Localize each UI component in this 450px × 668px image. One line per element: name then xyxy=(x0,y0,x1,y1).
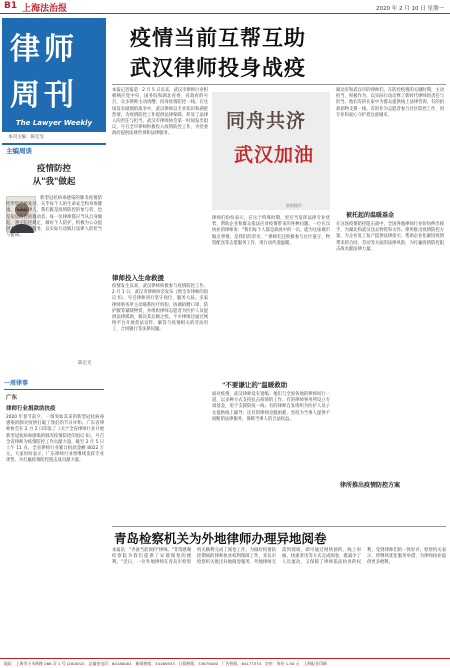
headline-divider xyxy=(112,84,446,85)
column-body: 新型冠状病毒感染的肺炎疫情防控形势严峻复杂，关乎每个人的生命安全和身体健康。作为法律人，我们既是疫情防控的参与者，也是依法防控的推动者。每一位律师都应当从自身做起，遵守防控规定，做好个人防护，积极为公众提供专业的法律服务，以实际行动践行法律人的担当与使命。 xyxy=(6,196,102,239)
section-brand xyxy=(2,18,106,132)
subhead-help: "不要谦让的"温暖救助 xyxy=(222,381,288,389)
photo-text-1: 同舟共济 xyxy=(226,110,307,132)
subhead-plan: 律所推出疫情防控方案 xyxy=(340,482,401,489)
article-lead: 本报记者报道 2 月 5 日以来，武汉市律师行业积极响应党中央、国务院和湖北省委、省政府的号召，众多律师主动请缨，投身疫情防控一线。在这场没有硝烟的战争中，武汉律师以专业知识和满腔热情，为疫情防控工作提供法律保障，彰显了法律人的责任与担当。武汉市律师协会第一时间发出倡议，号召全市律师积极投入疫情防控工作，为党委政府提供法律咨询和法律服务。 xyxy=(112,88,208,137)
brief-section-head: 一周律事 xyxy=(4,378,104,390)
article-photo xyxy=(212,92,330,210)
section-editor: 本刊主编：陈宏光 xyxy=(8,135,44,140)
article-right-column: 湖北省和武汉市的律师们，在防控疫情的关键时期，主动担当，积极作为，以实际行动诠释了新时代律师的责任与担当。他们有的在家中为群众提供线上法律咨询，有的捐款捐物支援一线，有的作为志愿者参与社区防控工作，用专业和爱心守护着这座城市。 xyxy=(336,88,444,118)
brief-body: 2020 年春节前夕，一场突如其来的新型冠状病毒感染的肺炎疫情打破了我们的节日祥和。广东省律师协会在 2 月 2 日印发了《关于全省律师行业开展新型冠状病毒感染的肺炎疫情防控的倡议书》，号召全省律师为疫情防控工作贡献力量。截至 2 月 5 日上午 11 点，全省律师行业累计捐款金额 8022 万元。大家纷纷表示，广东律师行业将继续发挥专业优势，为打赢疫情防控阻击战贡献力量。 xyxy=(6,415,104,464)
main-headline: 疫情当前互帮互助 xyxy=(130,26,306,50)
article-column-2: 疫情发生以来，武汉律师积极参与疫情防控工作。2 月 1 日，武汉市律师协会发布《致全市律师的倡议书》，号召律师同行坚守岗位、服务大局。多家律师事务所主动联系医疗机构，协调捐赠口罩、防护服等紧缺物资，并组织律师志愿者为医护人员提供法律援助，解决其后顾之忧。不少律师还通过网络平台开展普法宣传，解答与疫情相关的劳动用工、合同履行等法律问题。 xyxy=(112,284,208,333)
bottom-divider xyxy=(112,526,446,527)
photo-credit: 资料图片 xyxy=(286,203,302,208)
column-tag: 主编周谈 xyxy=(6,147,32,155)
newspaper-name: 上海法治报 xyxy=(22,4,68,14)
column-title: 疫情防控 xyxy=(36,164,71,174)
brand-line-1: 律师 xyxy=(10,32,78,67)
brief-region: 广东 xyxy=(6,395,18,401)
footer-info: 地址：上海市小木桥路 268 弄 1 号 (200032) 总编室电话：64180001 新闻热线：34160933 订阅热线：33675000 广告热线：64177374 定价：每份 1.50 元 上海报业印刷 xyxy=(0,658,450,668)
subhead-fund: 被托起的温暖基金 xyxy=(346,212,395,219)
brief-title: 律师行业捐款助抗疫 xyxy=(6,406,56,412)
bottom-body: 本报讯 "齐备当前预约"律师。"非常感谢检察院为我们提供了异地阅卷的便利。"近日，一位外地律师在青岛市检察机关顺利完成了阅卷工作。为做好疫情防控期间的律师执业权利保障工作，青岛市检察机关推出异地阅卷服务，外地律师无需到现场，即可通过网络预约、线上审核、快递寄送等方式完成阅卷，既减少了人员流动，又保障了律师依法执业的权利，受到律师们的一致好评。检察机关表示，将继续优化服务举措，为律师执业提供更多便利。 xyxy=(112,548,446,566)
article-column-4: 面对疫情，武汉律师没有退缩。他们与全国各地的律师同行一道，以多种方式支持抗击疫情的工作。有的律师事务所设立专项基金，用于支援防疫一线；有的律师自发组织为医护人员子女提供线上辅导；还有的律师克服困难，坚持为当事人提供不间断的法律服务，保障当事人的合法权益。 xyxy=(212,392,330,422)
article-column-3: 律师们纷纷表示，在这个特殊时期，更应当发挥法律专业优势，帮助企业和群众依法应对疫情带来的各种问题。一位在汉执业的律师说："我们每个人都是战疫中的一员，能为这座城市做点事情，是我们的荣幸。" 律师们还积极参与社区值守、物资配送等志愿服务工作，用行动传递温暖。 xyxy=(212,216,330,246)
subhead-rescue: 律师投入生命救援 xyxy=(112,274,164,282)
main-headline-2: 武汉律师投身战疫 xyxy=(130,56,306,80)
issue-date: 2020 年 2 月 10 日 星期一 xyxy=(376,6,444,12)
brand-line-2: 周刊 xyxy=(10,78,78,113)
column-subtitle: 从"我"做起 xyxy=(32,177,76,187)
brand-english: The Lawyer Weekly xyxy=(15,119,93,127)
photo-text-2: 武汉加油 xyxy=(234,144,315,166)
article-column-5: 在这场疫情防控阻击战中，全国各地律师行业纷纷伸出援手，为湖北和武汉送去物资和关怀。律所推出疫情防控方案，为企业复工复产提供法律指引，帮助企业化解因疫情带来的合同、劳动等方面的法律风险，为打赢疫情防控阻击战贡献法律力量。 xyxy=(336,222,444,252)
bottom-headline: 青岛检察机关为外地律师办理异地阅卷 xyxy=(114,531,327,546)
column-author: 陈宏光 xyxy=(78,361,92,366)
page-number: B1 xyxy=(4,1,18,11)
